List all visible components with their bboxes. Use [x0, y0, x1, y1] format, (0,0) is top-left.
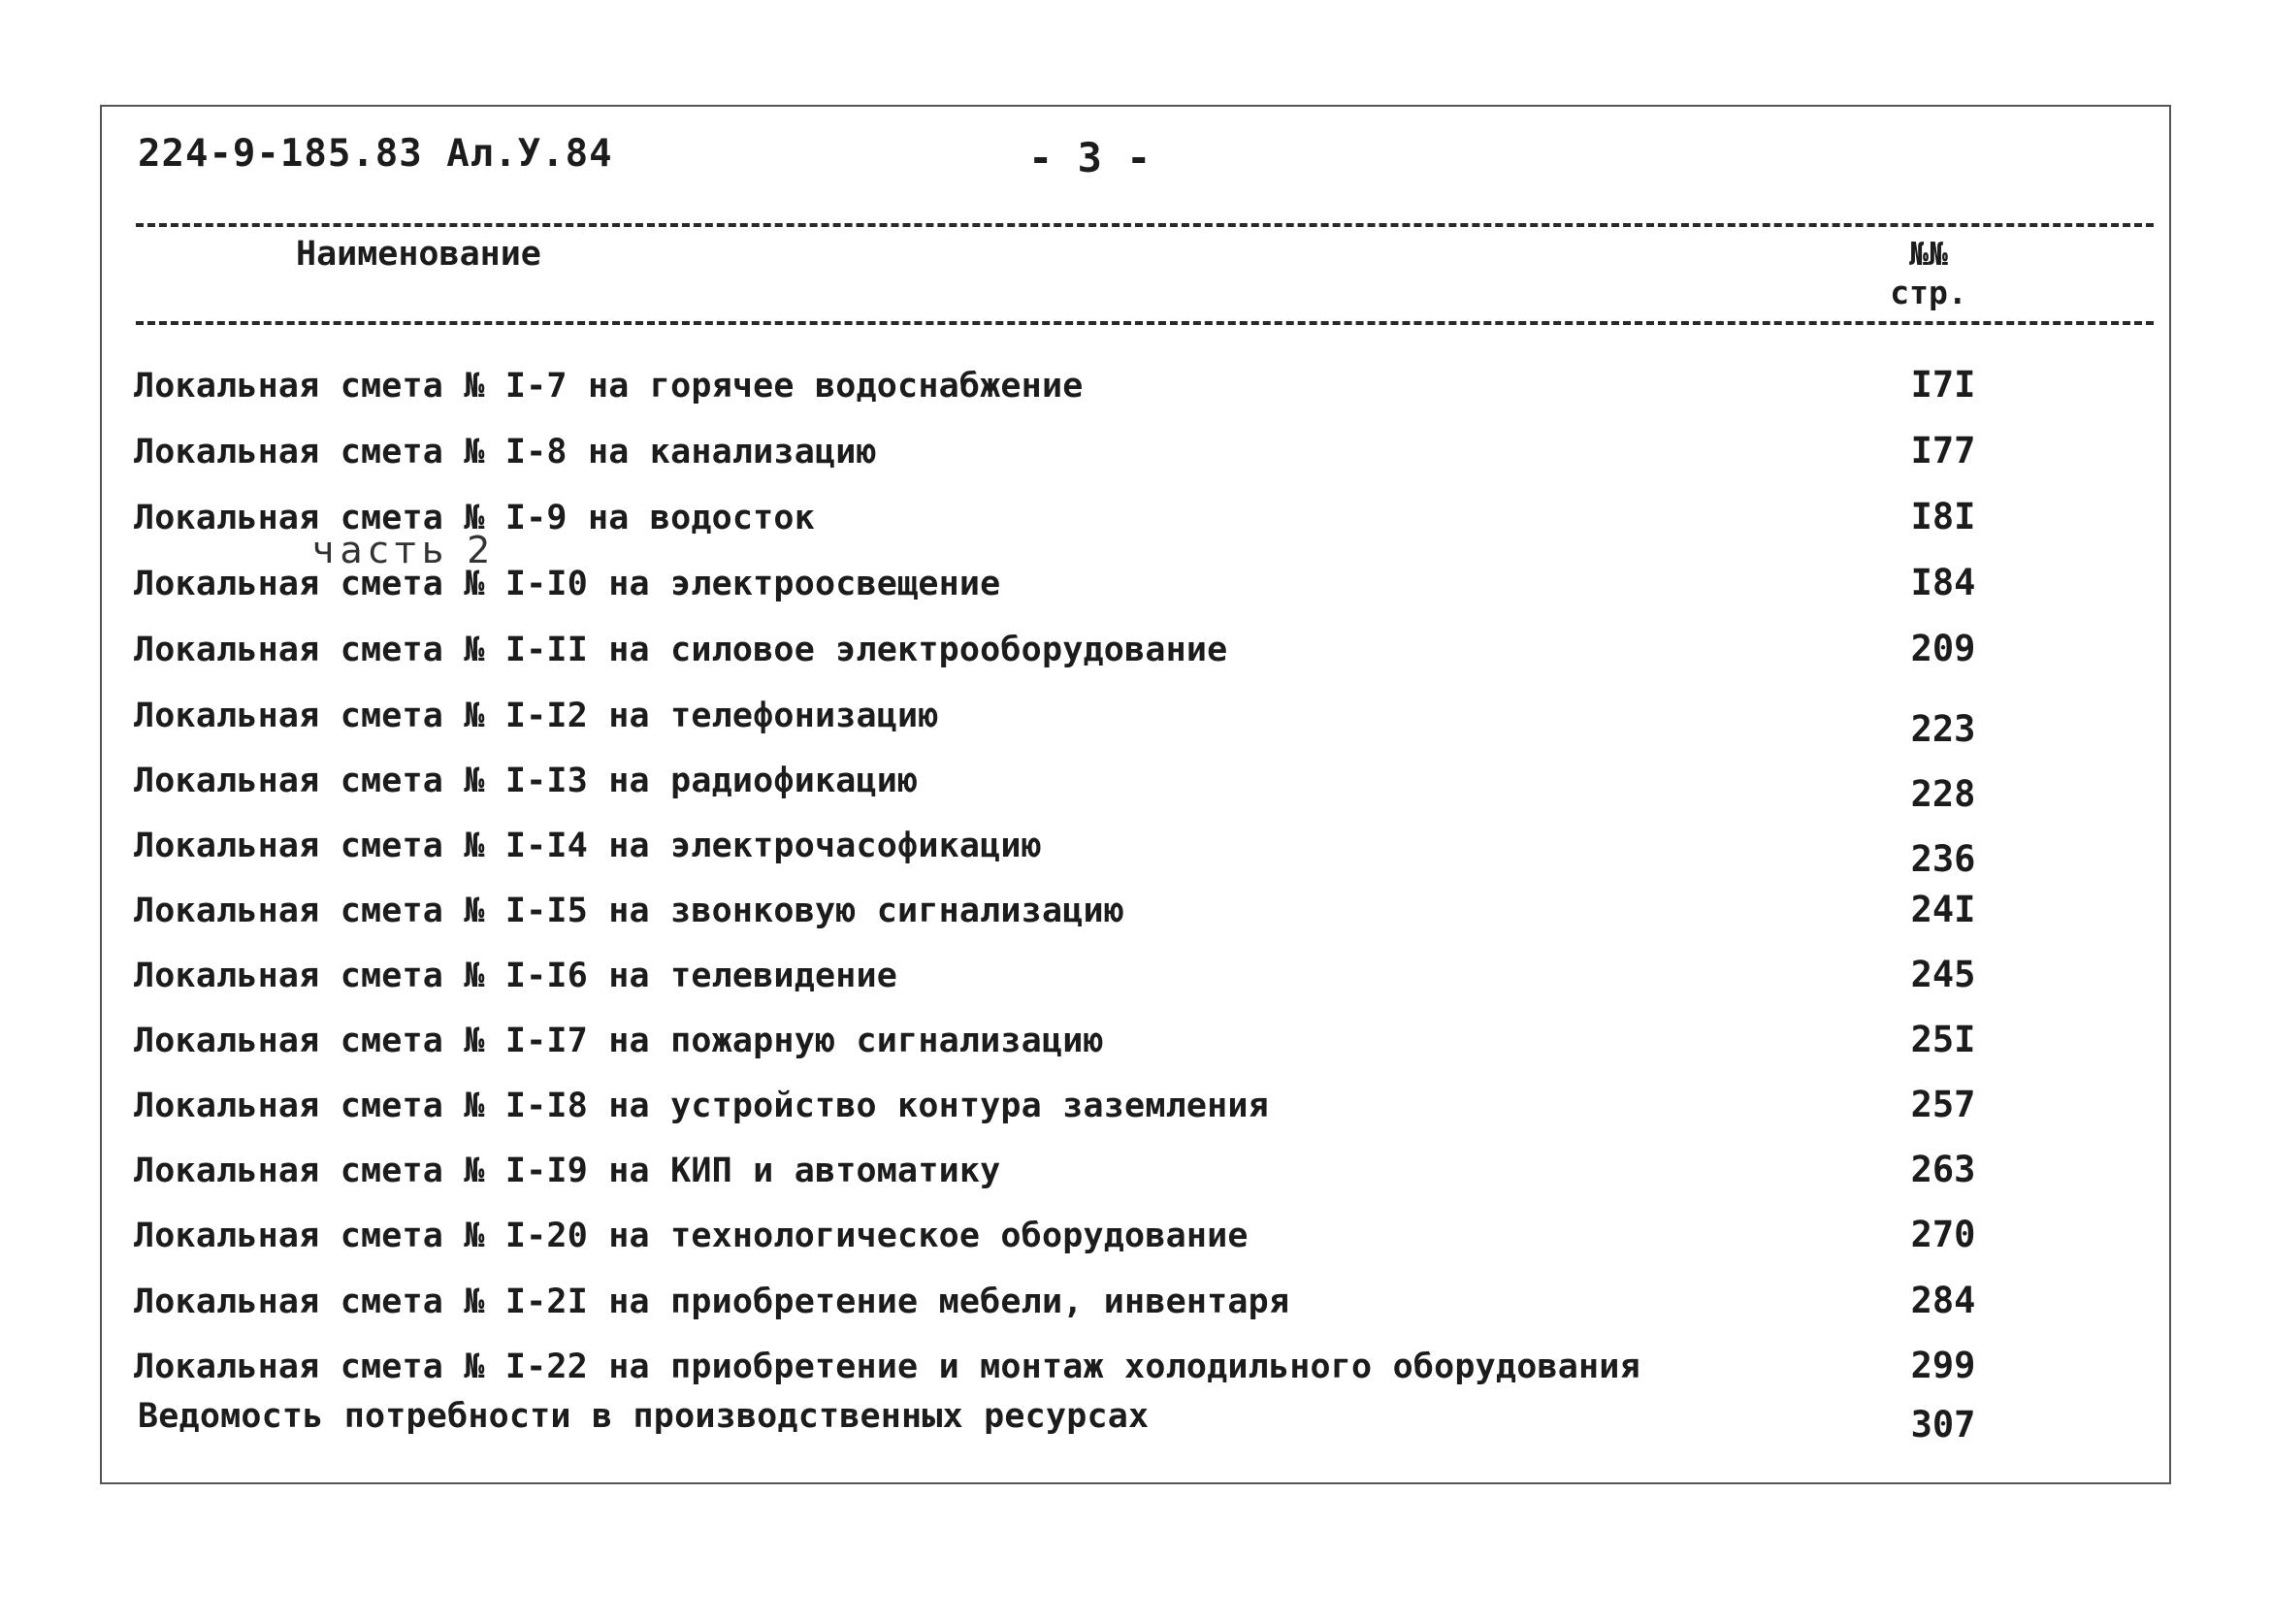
- row-title: Локальная смета № I-I5 на звонковую сигнализацию: [134, 892, 1125, 930]
- table-row: [134, 697, 2152, 750]
- table-row: [134, 628, 2152, 681]
- row-page: I8I: [1910, 496, 1976, 537]
- row-page: I7I: [1910, 364, 1976, 406]
- document-code: 224-9-185.83 Ал.У.84: [138, 132, 613, 176]
- row-title: Локальная смета № I-8 на канализацию: [134, 433, 877, 471]
- table-row: [134, 1019, 2152, 1072]
- row-title: Локальная смета № I-2I на приобретение мебели, инвентаря: [134, 1283, 1290, 1321]
- handwritten-note: часть 2: [312, 529, 497, 571]
- row-page: I77: [1910, 430, 1976, 471]
- table-row: [134, 889, 2152, 942]
- header-divider-top: [136, 223, 2154, 227]
- row-title: Локальная смета № I-I9 на КИП и автоматику: [134, 1152, 1001, 1190]
- row-page: 209: [1910, 628, 1976, 669]
- row-page: 270: [1910, 1214, 1976, 1255]
- table-row: [134, 762, 2152, 815]
- table-row: [134, 1084, 2152, 1137]
- row-title: Локальная смета № I-7 на горячее водоснабжение: [134, 367, 1084, 406]
- row-title: Локальная смета № I-I2 на телефонизацию: [134, 697, 939, 735]
- column-header-pages-line2: стр.: [1890, 274, 1967, 311]
- row-title: Локальная смета № I-I6 на телевидение: [134, 957, 898, 995]
- table-row: [134, 1149, 2152, 1202]
- row-page: 245: [1910, 954, 1976, 995]
- page-number: - 3 -: [1028, 134, 1152, 181]
- row-page: 236: [1910, 838, 1976, 880]
- row-page: 25I: [1910, 1019, 1976, 1060]
- table-row: [134, 954, 2152, 1007]
- header-divider-bottom: [136, 321, 2154, 325]
- row-page: 299: [1910, 1345, 1976, 1386]
- table-row: [134, 364, 2152, 417]
- column-header-pages-line1: №№: [1909, 235, 1948, 273]
- table-row: [134, 562, 2152, 615]
- row-title: Локальная смета № I-I7 на пожарную сигнализацию: [134, 1022, 1104, 1060]
- row-page: 257: [1910, 1084, 1976, 1125]
- row-title: Локальная смета № I-22 на приобретение и монтаж холодильного оборудования: [134, 1348, 1640, 1386]
- row-page: 24I: [1910, 889, 1976, 930]
- row-page: 228: [1910, 773, 1976, 815]
- table-row: [134, 1280, 2152, 1333]
- table-row: [134, 1397, 2152, 1447]
- row-title: Локальная смета № I-I3 на радиофикацию: [134, 762, 919, 800]
- row-title: Ведомость потребности в производственных ресурсах: [138, 1397, 1150, 1436]
- row-page: 307: [1910, 1404, 1976, 1445]
- row-title: Локальная смета № I-I4 на электрочасофикацию: [134, 827, 1042, 865]
- table-row: [134, 1345, 2152, 1398]
- table-row: [134, 430, 2152, 483]
- row-page: 263: [1910, 1149, 1976, 1190]
- row-page: 223: [1910, 708, 1976, 750]
- row-page: I84: [1910, 562, 1976, 603]
- row-title: Локальная смета № I-I8 на устройство контура заземления: [134, 1087, 1269, 1125]
- table-row: [134, 1214, 2152, 1267]
- row-title: Локальная смета № I-9 на водосток: [134, 499, 815, 537]
- column-header-name: Наименование: [296, 235, 541, 274]
- row-title: Локальная смета № I-I0 на электроосвещение: [134, 565, 1001, 603]
- row-title: Локальная смета № I-II на силовое электрооборудование: [134, 631, 1228, 669]
- row-title: Локальная смета № I-20 на технологическое оборудование: [134, 1217, 1249, 1255]
- table-row: [134, 827, 2152, 880]
- column-header-pages: [1890, 235, 1967, 312]
- row-page: 284: [1910, 1280, 1976, 1321]
